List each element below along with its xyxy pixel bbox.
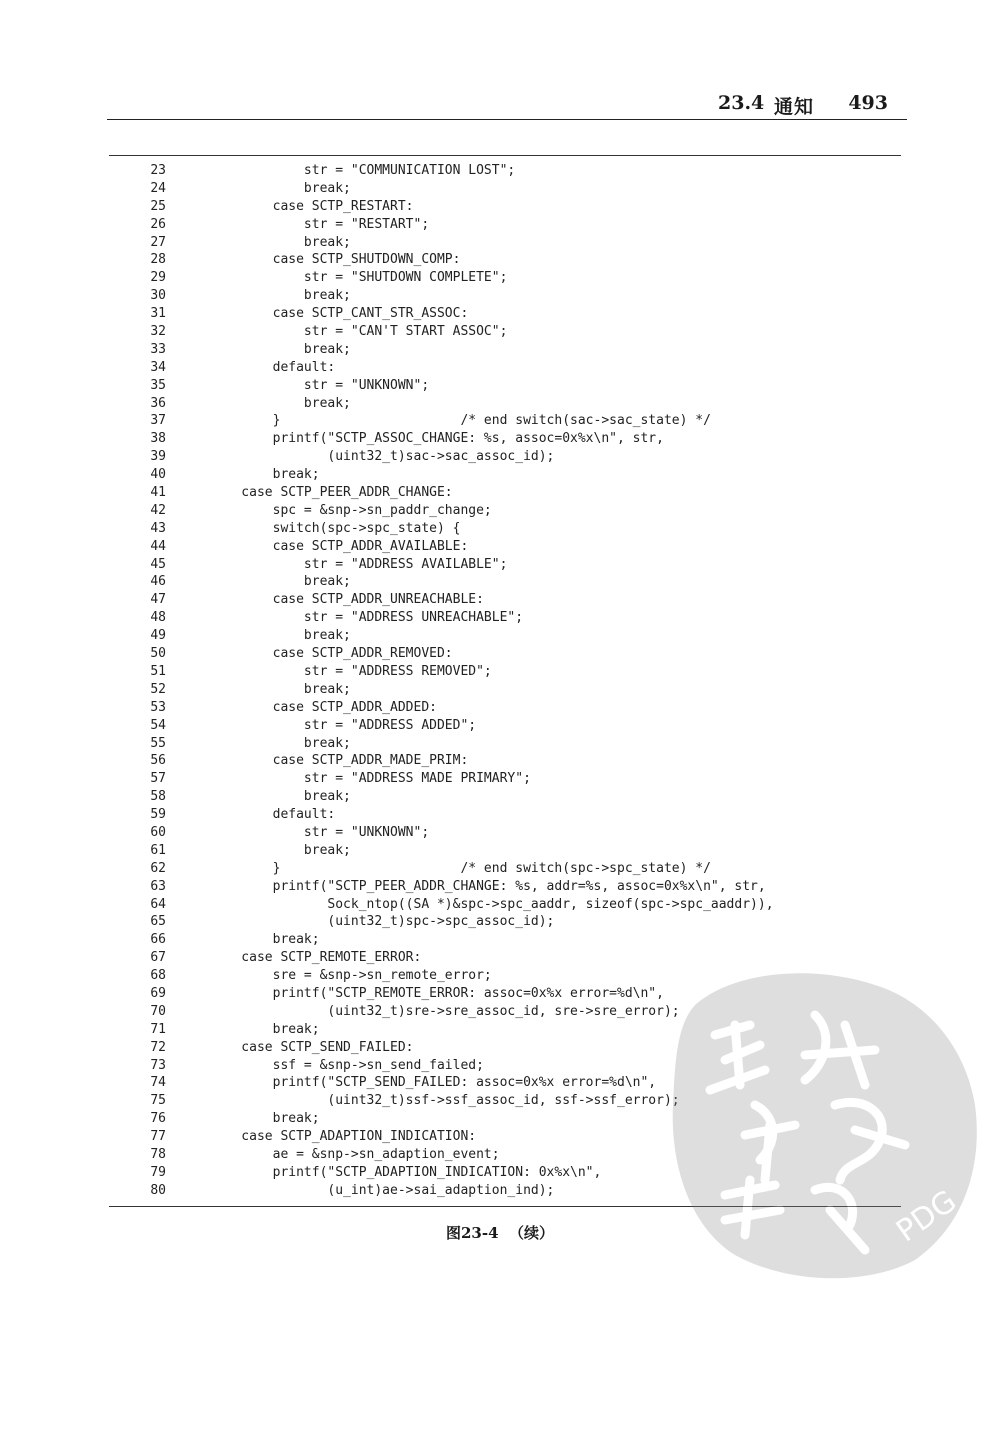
code-line (110, 699, 900, 717)
code-text: ae = &snp->sn_adaption_event; (210, 1146, 500, 1162)
code-line (110, 735, 900, 753)
line-number: 50 (150, 646, 166, 662)
code-text: break; (210, 180, 351, 196)
code-line (110, 341, 900, 359)
line-number: 30 (150, 288, 166, 304)
code-line (110, 287, 900, 305)
code-text: break; (210, 735, 351, 751)
line-number: 45 (150, 556, 166, 572)
line-number: 42 (150, 502, 166, 518)
code-text: str = "UNKNOWN"; (210, 377, 430, 393)
code-line (110, 502, 900, 520)
section-number: 23.4 (718, 92, 765, 114)
code-text: str = "UNKNOWN"; (210, 824, 430, 840)
line-number: 66 (150, 932, 166, 948)
code-line (110, 860, 900, 878)
code-text: case SCTP_ADDR_UNREACHABLE: (210, 592, 484, 608)
line-number: 55 (150, 735, 166, 751)
page-number: 493 (848, 92, 888, 114)
line-number: 70 (150, 1003, 166, 1019)
line-number: 79 (150, 1164, 166, 1180)
code-text: case SCTP_ADDR_REMOVED: (210, 646, 453, 662)
line-number: 73 (150, 1057, 166, 1073)
code-line (110, 216, 900, 234)
code-line (110, 878, 900, 896)
code-text: case SCTP_ADDR_AVAILABLE: (210, 538, 469, 554)
code-text: break; (210, 395, 351, 411)
line-number: 69 (150, 985, 166, 1001)
code-line (110, 717, 900, 735)
section-title: 通知 (774, 96, 815, 118)
code-line (110, 842, 900, 860)
line-number: 35 (150, 377, 166, 393)
code-top-rule (109, 155, 901, 156)
line-number: 65 (150, 914, 166, 930)
line-number: 40 (150, 467, 166, 483)
code-text: str = "ADDRESS REMOVED"; (210, 663, 492, 679)
code-text: break; (210, 681, 351, 697)
code-line (110, 180, 900, 198)
code-text: case SCTP_ADDR_ADDED: (210, 699, 437, 715)
line-number: 76 (150, 1111, 166, 1127)
line-number: 78 (150, 1146, 166, 1162)
code-line (110, 305, 900, 323)
running-head (600, 92, 888, 118)
code-line (110, 466, 900, 484)
code-line (110, 377, 900, 395)
code-text: str = "ADDRESS AVAILABLE"; (210, 556, 508, 572)
line-number: 25 (150, 198, 166, 214)
line-number: 49 (150, 628, 166, 644)
code-line (110, 788, 900, 806)
code-text: str = "CAN'T START ASSOC"; (210, 324, 508, 340)
code-text: str = "SHUTDOWN COMPLETE"; (210, 270, 508, 286)
line-number: 64 (150, 896, 166, 912)
code-text: break; (210, 842, 351, 858)
code-line (110, 395, 900, 413)
line-number: 32 (150, 324, 166, 340)
code-text: ssf = &snp->sn_send_failed; (210, 1057, 484, 1073)
line-number: 80 (150, 1182, 166, 1198)
line-number: 53 (150, 699, 166, 715)
code-text: break; (210, 341, 351, 357)
code-line (110, 824, 900, 842)
line-number: 31 (150, 306, 166, 322)
code-text: printf("SCTP_PEER_ADDR_CHANGE: %s, addr=%s, assoc=0x%x\n", str, (210, 878, 766, 894)
code-text: break; (210, 288, 351, 304)
code-line (110, 269, 900, 287)
code-text: printf("SCTP_ASSOC_CHANGE: %s, assoc=0x%x\n", str, (210, 431, 664, 447)
code-text: break; (210, 574, 351, 590)
line-number: 24 (150, 180, 166, 196)
line-number: 43 (150, 520, 166, 536)
line-number: 59 (150, 807, 166, 823)
line-number: 57 (150, 771, 166, 787)
code-line (110, 591, 900, 609)
line-number: 33 (150, 341, 166, 357)
code-line (110, 931, 900, 949)
line-number: 67 (150, 950, 166, 966)
code-text: str = "ADDRESS ADDED"; (210, 717, 477, 733)
code-text: case SCTP_ADDR_MADE_PRIM: (210, 753, 469, 769)
code-line (110, 806, 900, 824)
line-number: 46 (150, 574, 166, 590)
code-line (110, 198, 900, 216)
code-text: printf("SCTP_SEND_FAILED: assoc=0x%x error=%d\n", (210, 1075, 657, 1091)
line-number: 34 (150, 359, 166, 375)
code-text: str = "RESTART"; (210, 216, 430, 232)
line-number: 23 (150, 163, 166, 178)
line-number: 75 (150, 1093, 166, 1109)
code-text: break; (210, 1021, 320, 1037)
code-text: (uint32_t)spc->spc_assoc_id); (210, 914, 555, 930)
code-line (110, 627, 900, 645)
code-line (110, 359, 900, 377)
stamp-pdg-text: PDG (890, 1183, 963, 1250)
code-text: case SCTP_RESTART: (210, 198, 414, 214)
code-line (110, 645, 900, 663)
line-number: 47 (150, 592, 166, 608)
line-number: 71 (150, 1021, 166, 1037)
line-number: 52 (150, 681, 166, 697)
line-number: 36 (150, 395, 166, 411)
code-line (110, 538, 900, 556)
code-text: case SCTP_ADAPTION_INDICATION: (210, 1129, 477, 1145)
code-line (110, 448, 900, 466)
code-text: default: (210, 359, 336, 375)
line-number: 77 (150, 1129, 166, 1145)
code-text: break; (210, 234, 351, 250)
code-text: str = "COMMUNICATION LOST"; (210, 163, 516, 178)
code-line (110, 573, 900, 591)
code-line (110, 663, 900, 681)
code-line (110, 430, 900, 448)
line-number: 27 (150, 234, 166, 250)
code-line (110, 556, 900, 574)
code-line (110, 609, 900, 627)
code-text: sre = &snp->sn_remote_error; (210, 968, 492, 984)
code-text: } /* end switch(spc->spc_state) */ (210, 860, 711, 876)
code-line (110, 752, 900, 770)
code-text: break; (210, 467, 320, 483)
code-text: str = "ADDRESS UNREACHABLE"; (210, 610, 524, 626)
code-text: break; (210, 1111, 320, 1127)
code-text: switch(spc->spc_state) { (210, 520, 461, 536)
line-number: 26 (150, 216, 166, 232)
header-rule (107, 119, 907, 120)
code-text: case SCTP_SHUTDOWN_COMP: (210, 252, 461, 268)
line-number: 72 (150, 1039, 166, 1055)
line-number: 51 (150, 663, 166, 679)
code-text: (uint32_t)sre->sre_assoc_id, sre->sre_error); (210, 1003, 680, 1019)
line-number: 56 (150, 753, 166, 769)
code-text: case SCTP_CANT_STR_ASSOC: (210, 306, 469, 322)
library-seal-stamp (665, 965, 983, 1285)
code-text: printf("SCTP_ADAPTION_INDICATION: 0x%x\n", (210, 1164, 602, 1180)
code-text: } /* end switch(sac->sac_state) */ (210, 413, 711, 429)
code-text: case SCTP_SEND_FAILED: (210, 1039, 414, 1055)
code-text: printf("SCTP_REMOTE_ERROR: assoc=0x%x error=%d\n", (210, 985, 664, 1001)
code-line (110, 681, 900, 699)
code-line (110, 484, 900, 502)
line-number: 58 (150, 789, 166, 805)
code-line (110, 251, 900, 269)
line-number: 41 (150, 485, 166, 501)
line-number: 63 (150, 878, 166, 894)
code-line (110, 412, 900, 430)
line-number: 44 (150, 538, 166, 554)
code-text: break; (210, 932, 320, 948)
code-line (110, 162, 900, 180)
code-line (110, 896, 900, 914)
code-line (110, 770, 900, 788)
line-number: 38 (150, 431, 166, 447)
code-text: spc = &snp->sn_paddr_change; (210, 502, 492, 518)
code-text: case SCTP_PEER_ADDR_CHANGE: (210, 485, 453, 501)
figure-caption: 图23-4 （续） (446, 1224, 554, 1242)
code-line (110, 520, 900, 538)
code-line (110, 234, 900, 252)
code-text: (uint32_t)sac->sac_assoc_id); (210, 449, 555, 465)
code-text: (u_int)ae->sai_adaption_ind); (210, 1182, 555, 1198)
code-text: str = "ADDRESS MADE PRIMARY"; (210, 771, 531, 787)
line-number: 29 (150, 270, 166, 286)
line-number: 48 (150, 610, 166, 626)
line-number: 62 (150, 860, 166, 876)
line-number: 39 (150, 449, 166, 465)
line-number: 74 (150, 1075, 166, 1091)
line-number: 68 (150, 968, 166, 984)
code-text: break; (210, 628, 351, 644)
line-number: 61 (150, 842, 166, 858)
line-number: 28 (150, 252, 166, 268)
code-text: case SCTP_REMOTE_ERROR: (210, 950, 422, 966)
code-text: (uint32_t)ssf->ssf_assoc_id, ssf->ssf_error); (210, 1093, 680, 1109)
line-number: 60 (150, 824, 166, 840)
code-line (110, 913, 900, 931)
line-number: 37 (150, 413, 166, 429)
line-number: 54 (150, 717, 166, 733)
code-text: break; (210, 789, 351, 805)
code-text: Sock_ntop((SA *)&spc->spc_aaddr, sizeof(spc->spc_aaddr)), (210, 896, 774, 912)
code-text: default: (210, 807, 336, 823)
code-line (110, 323, 900, 341)
